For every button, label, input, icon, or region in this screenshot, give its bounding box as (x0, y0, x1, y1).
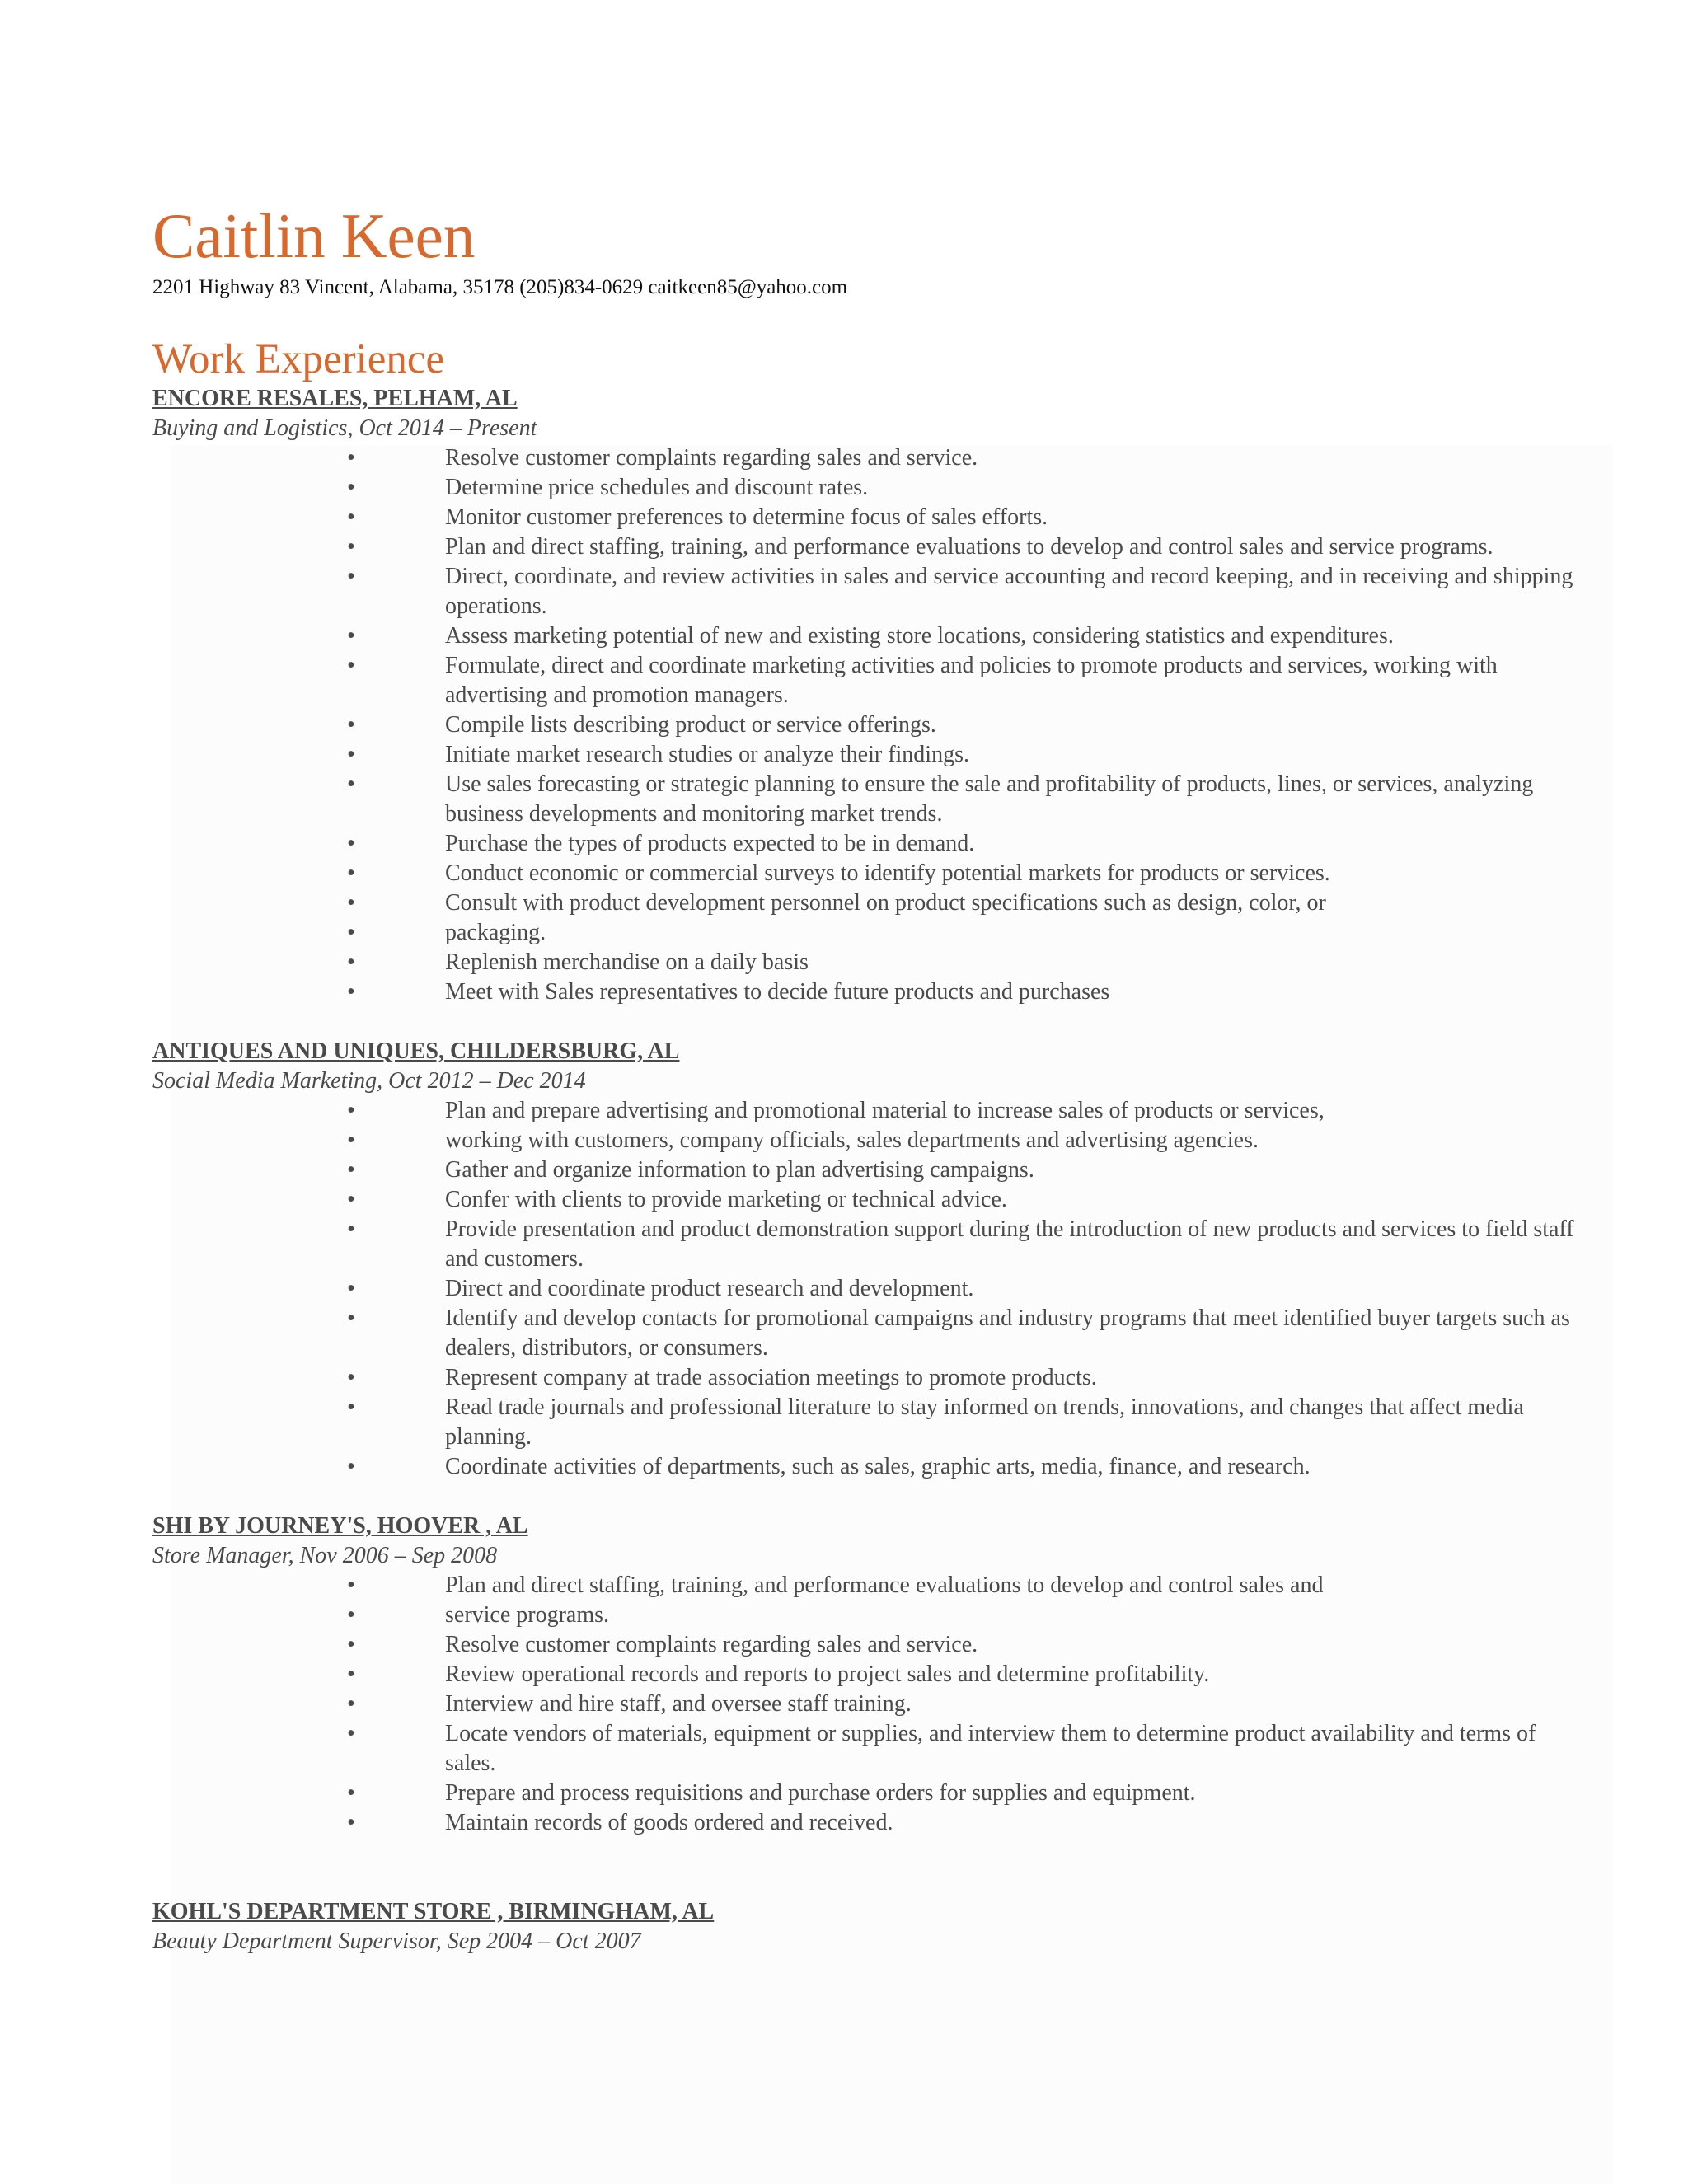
duty-text: Compile lists describing product or service offerings. (445, 712, 936, 738)
list-item (152, 443, 1574, 473)
duty-text: Consult with product development personnel on product specifications such as design, color, or (445, 890, 1326, 916)
resume (152, 198, 1574, 1957)
list-item (152, 1185, 1574, 1215)
job-role-dates: Social Media Marketing, Oct 2012 – Dec 2014 (152, 1068, 586, 1094)
job-role-dates: Buying and Logistics, Oct 2014 – Present (152, 415, 537, 441)
bullet-icon: • (347, 475, 355, 500)
duty-text: Prepare and process requisitions and purchase orders for supplies and equipment. (445, 1780, 1196, 1806)
duty-list (152, 443, 1573, 1007)
bullet-icon: • (347, 742, 355, 767)
bullet-icon: • (347, 504, 355, 530)
bullet-icon: • (347, 712, 355, 738)
contact-info: 2201 Highway 83 Vincent, Alabama, 35178 (205)834-0629 caitkeen85@yahoo.com (152, 276, 848, 298)
duty-text: Plan and prepare advertising and promotional material to increase sales of products or services, (445, 1098, 1325, 1123)
bullet-icon: • (347, 831, 355, 856)
duty-text: Assess marketing potential of new and existing store locations, considering statistics and expenditures. (445, 623, 1394, 649)
duty-text: Maintain records of goods ordered and received. (445, 1810, 893, 1835)
duty-text: packaging. (445, 920, 546, 945)
duty-text: Interview and hire staff, and oversee staff training. (445, 1691, 912, 1717)
list-item (152, 1126, 1574, 1155)
bullet-icon: • (347, 1276, 355, 1301)
list-item (152, 1808, 1574, 1838)
section-spacer (152, 1007, 1537, 1037)
list-item (152, 1779, 1574, 1808)
bullet-icon: • (347, 1127, 355, 1153)
duty-text: Purchase the types of products expected to be in demand. (445, 831, 975, 856)
bullet-icon: • (347, 564, 355, 589)
duty-text: Resolve customer complaints regarding sales and service. (445, 1632, 978, 1657)
duty-text: Coordinate activities of departments, such as sales, graphic arts, media, finance, and research. (445, 1454, 1311, 1479)
bullet-icon: • (347, 771, 355, 797)
list-item (152, 1690, 1574, 1719)
bullet-icon: • (347, 1187, 355, 1212)
list-item (152, 948, 1574, 977)
duty-text: Confer with clients to provide marketing or technical advice. (445, 1187, 1007, 1212)
company-name: KOHL'S DEPARTMENT STORE , BIRMINGHAM, AL (152, 1899, 715, 1924)
list-item (152, 1601, 1574, 1630)
duty-text: Initiate market research studies or analyze their findings. (445, 742, 969, 767)
duty-text: Provide presentation and product demonstration support during the introduction of new products and services to field staff and customers. (445, 1216, 1574, 1272)
list-item (152, 532, 1574, 562)
list-item (152, 651, 1574, 710)
list-item (152, 829, 1574, 859)
list-item (152, 473, 1574, 503)
list-item (152, 1304, 1574, 1363)
job-entry (152, 384, 1573, 1007)
duty-text: Locate vendors of materials, equipment or supplies, and interview them to determine product availability and terms of sales. (445, 1721, 1536, 1776)
company-name: SHI BY JOURNEY'S, HOOVER , AL (152, 1513, 528, 1539)
duty-text: Identify and develop contacts for promotional campaigns and industry programs that meet identified buyer targets such as dealers, distributors, or consumers. (445, 1305, 1570, 1361)
bullet-icon: • (347, 860, 355, 886)
duty-list (152, 1571, 1537, 1838)
list-item (152, 1215, 1574, 1274)
duty-text: Plan and direct staffing, training, and performance evaluations to develop and control sales and service programs. (445, 534, 1493, 560)
list-item (152, 918, 1574, 948)
list-item (152, 1096, 1574, 1126)
bullet-icon: • (347, 1098, 355, 1123)
bullet-icon: • (347, 1721, 355, 1746)
job-entry (152, 1897, 1537, 1957)
bullet-icon: • (347, 1394, 355, 1420)
list-item (152, 888, 1574, 918)
duty-text: Review operational records and reports to project sales and determine profitability. (445, 1661, 1210, 1687)
bullet-icon: • (347, 534, 355, 560)
list-item (152, 1363, 1574, 1393)
job-role-dates: Beauty Department Supervisor, Sep 2004 – Oct 2007 (152, 1929, 641, 1954)
bullet-icon: • (347, 1691, 355, 1717)
bullet-icon: • (347, 890, 355, 916)
list-item (152, 1719, 1574, 1779)
bullet-icon: • (347, 1572, 355, 1598)
section-title-work-experience: Work Experience (152, 336, 445, 382)
bullet-icon: • (347, 653, 355, 678)
duty-text: working with customers, company officials, sales departments and advertising agencies. (445, 1127, 1259, 1153)
duty-text: Plan and direct staffing, training, and performance evaluations to develop and control sales and (445, 1572, 1324, 1598)
list-item (152, 710, 1574, 740)
section-spacer (152, 1838, 1537, 1897)
list-item (152, 977, 1574, 1007)
list-item (152, 562, 1574, 621)
list-item (152, 740, 1574, 770)
list-item (152, 770, 1574, 829)
list-item (152, 1274, 1574, 1304)
duty-text: Formulate, direct and coordinate marketing activities and policies to promote products and services, working with advertising and promotion managers. (445, 653, 1498, 708)
job-role-dates: Store Manager, Nov 2006 – Sep 2008 (152, 1543, 498, 1568)
section-spacer (152, 1482, 1537, 1511)
bullet-icon: • (347, 920, 355, 945)
company-name: ENCORE RESALES, PELHAM, AL (152, 386, 518, 411)
job-entry (152, 1511, 1537, 1838)
list-item (152, 1155, 1574, 1185)
list-item (152, 1660, 1574, 1690)
list-item (152, 1393, 1574, 1452)
duty-text: Direct and coordinate product research and development. (445, 1276, 974, 1301)
list-item (152, 1571, 1574, 1601)
bullet-icon: • (347, 1602, 355, 1628)
candidate-name: Caitlin Keen (152, 200, 476, 271)
bullet-icon: • (347, 979, 355, 1005)
bullet-icon: • (347, 1632, 355, 1657)
duty-text: Monitor customer preferences to determine focus of sales efforts. (445, 504, 1048, 530)
job-list (152, 384, 1574, 1957)
bullet-icon: • (347, 1810, 355, 1835)
list-item (152, 621, 1574, 651)
duty-text: Use sales forecasting or strategic planning to ensure the sale and profitability of products, lines, or services, analyzing business developments and monitoring market trends. (445, 771, 1534, 827)
duty-text: Conduct economic or commercial surveys to identify potential markets for products or services. (445, 860, 1330, 886)
duty-list (152, 1096, 1574, 1482)
bullet-icon: • (347, 1780, 355, 1806)
duty-text: Direct, coordinate, and review activities in sales and service accounting and record keeping, and in receiving and shipping operations. (445, 564, 1573, 619)
duty-text: Represent company at trade association meetings to promote products. (445, 1365, 1097, 1390)
list-item (152, 859, 1574, 888)
company-name: ANTIQUES AND UNIQUES, CHILDERSBURG, AL (152, 1038, 680, 1064)
bullet-icon: • (347, 1454, 355, 1479)
job-entry (152, 1037, 1574, 1482)
duty-text: service programs. (445, 1602, 610, 1628)
bullet-icon: • (347, 445, 355, 471)
bullet-icon: • (347, 1365, 355, 1390)
duty-text: Determine price schedules and discount rates. (445, 475, 869, 500)
duty-text: Meet with Sales representatives to decide future products and purchases (445, 979, 1110, 1005)
bullet-icon: • (347, 1157, 355, 1183)
list-item (152, 1452, 1574, 1482)
bullet-icon: • (347, 949, 355, 975)
bullet-icon: • (347, 623, 355, 649)
bullet-icon: • (347, 1216, 355, 1242)
list-item (152, 1630, 1574, 1660)
bullet-icon: • (347, 1305, 355, 1331)
duty-text: Read trade journals and professional literature to stay informed on trends, innovations, and changes that affect media planning. (445, 1394, 1524, 1450)
bullet-icon: • (347, 1661, 355, 1687)
duty-text: Gather and organize information to plan advertising campaigns. (445, 1157, 1034, 1183)
duty-text: Resolve customer complaints regarding sales and service. (445, 445, 978, 471)
list-item (152, 503, 1574, 532)
duty-text: Replenish merchandise on a daily basis (445, 949, 809, 975)
